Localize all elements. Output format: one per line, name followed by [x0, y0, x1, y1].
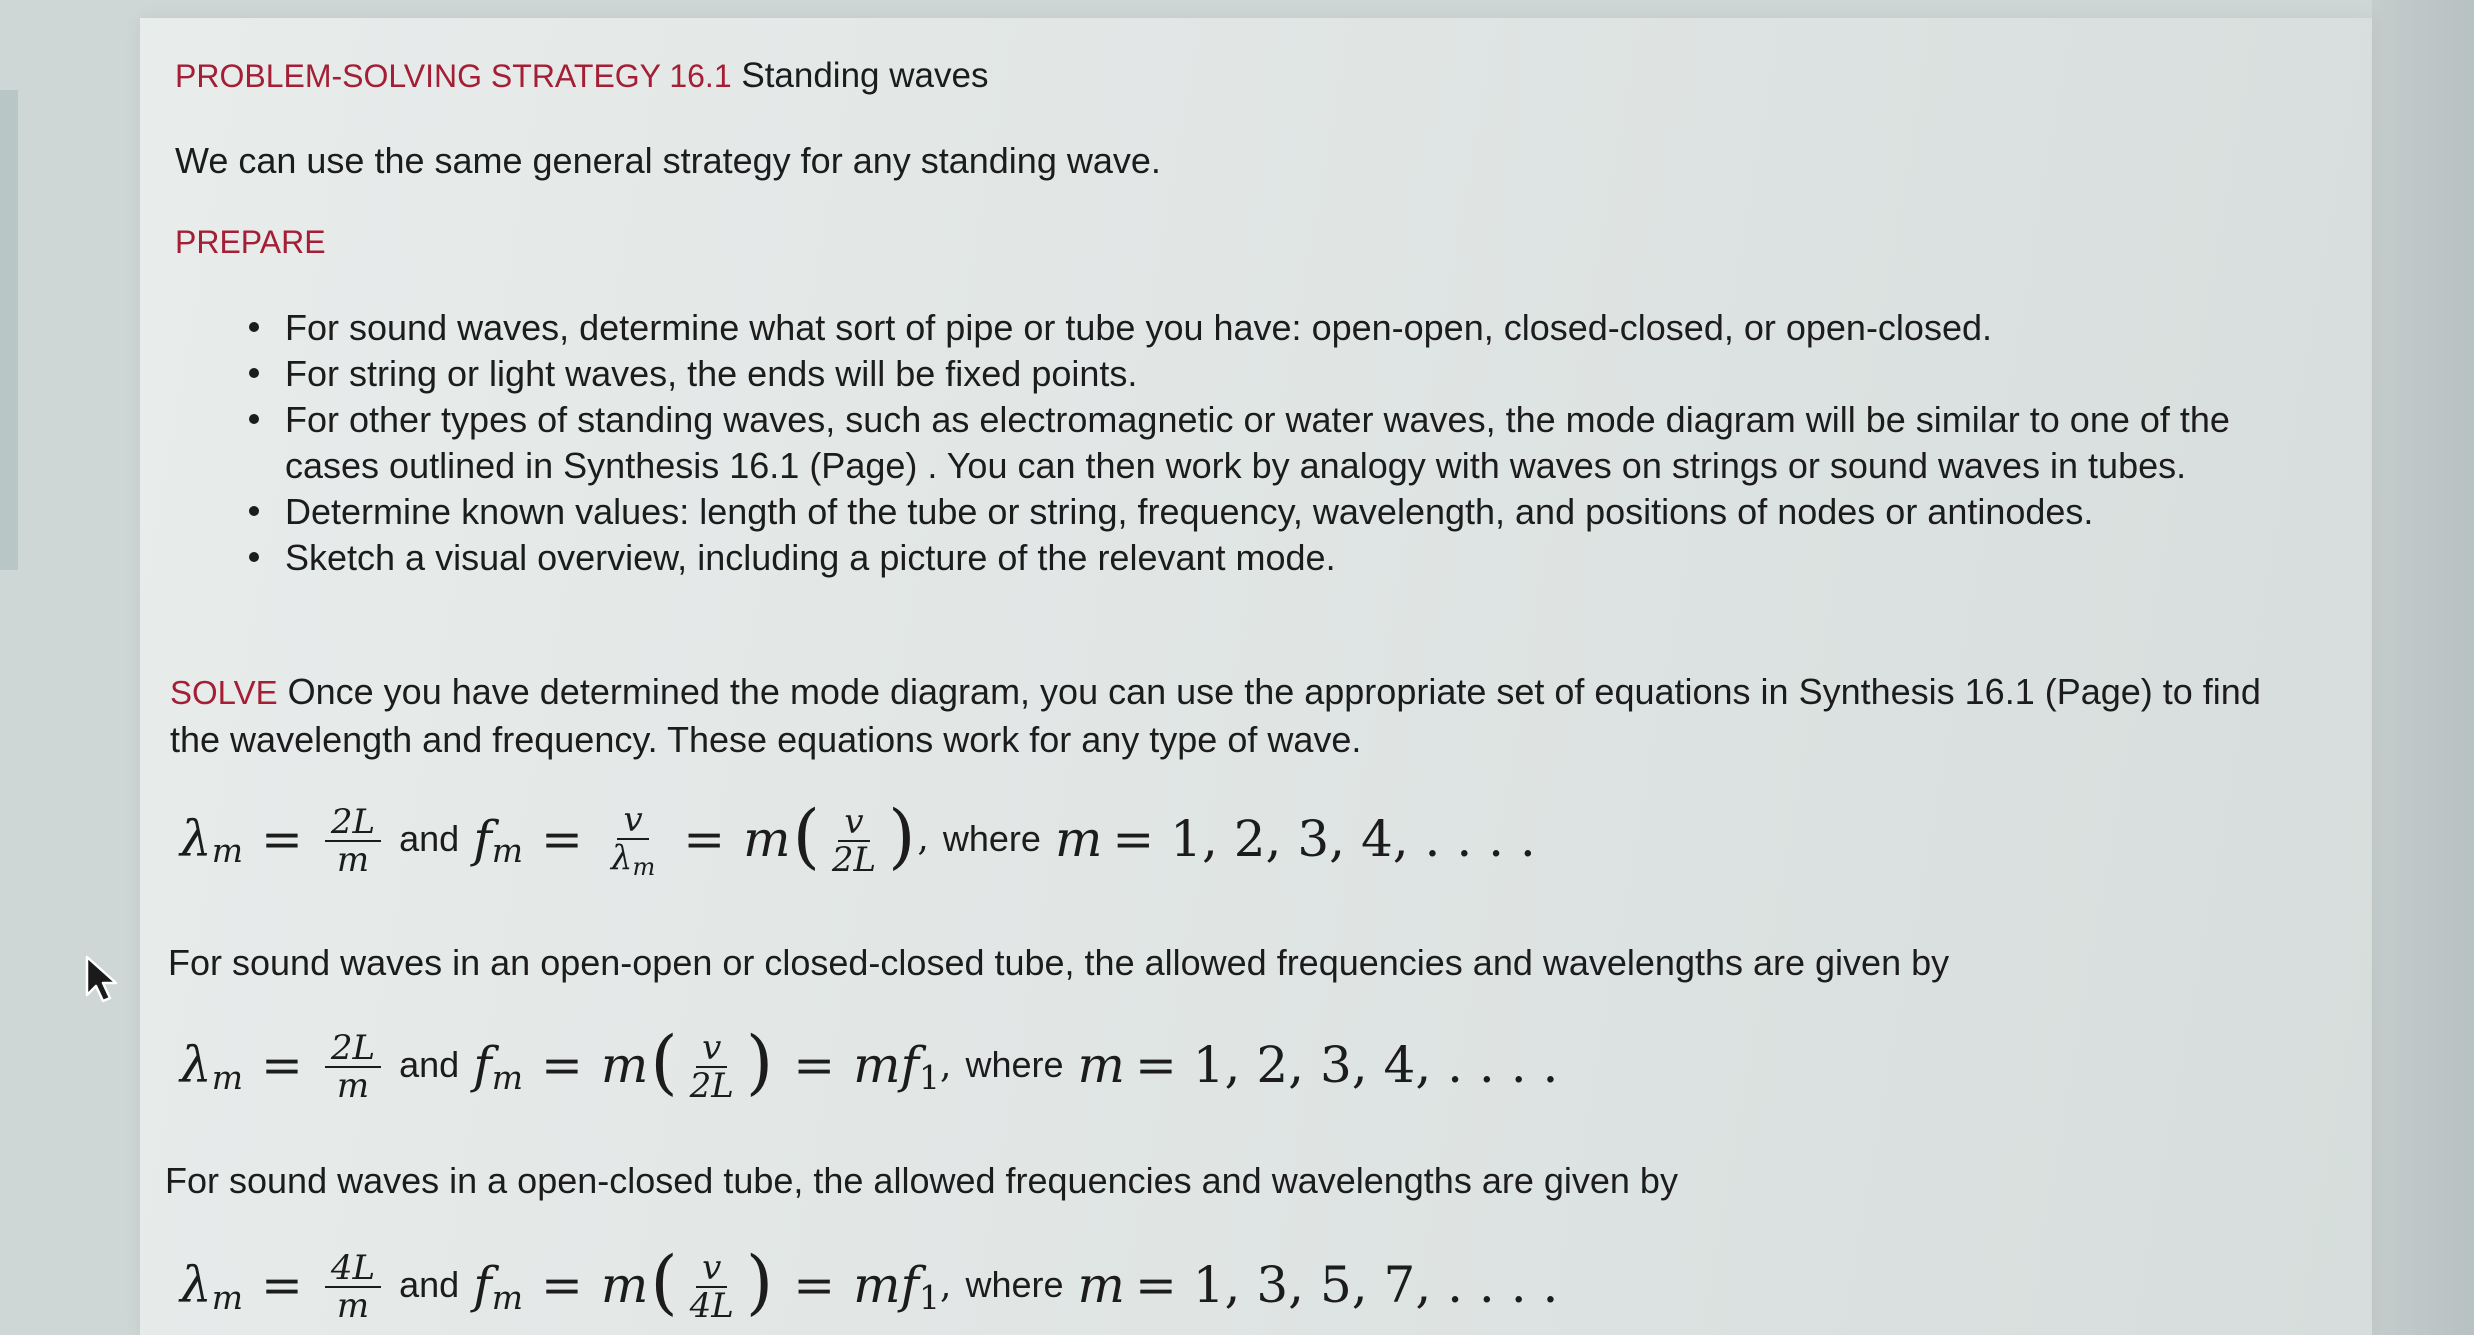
bullet-icon [249, 414, 259, 424]
right-edge [2372, 0, 2474, 1335]
list-item-text: For string or light waves, the ends will be fixed points. [285, 353, 1138, 394]
open-closed-paragraph: For sound waves in a open-closed tube, the allowed frequencies and wavelengths are given by [165, 1160, 1678, 1201]
fraction: $\frac{v}{\lambda m}$ [610, 800, 656, 881]
solve-text: Once you have determined the mode diagram, you can use the appropriate set of equations in Synthesis 16.1 (Page) to find the wavelength and frequency. These equations work for any type of wave. [170, 671, 2261, 760]
bullet-icon [249, 506, 259, 516]
solve-section [170, 668, 2320, 763]
open-open-paragraph: For sound waves in an open-open or closed-closed tube, the allowed frequencies and wavelengths are given by [168, 942, 1950, 983]
list-item-text: Sketch a visual overview, including a picture of the relevant mode. [285, 537, 1336, 578]
bullet-icon [249, 368, 259, 378]
fraction: $\frac{2L}{m}$ [325, 1030, 381, 1104]
intro-text: We can use the same general strategy for any standing wave. [175, 140, 1161, 181]
equation-general: λ m = $\frac{2L}{m}$ and f m = $\frac{v}{\lambda m}$ = m ( $\frac{v}{2L}$ ) , where m = 1, 2, 3, 4, . . . . [180, 794, 1536, 881]
equation-open-closed: λ m = $\frac{4L}{m}$ and f m = m ( $\frac{v}{4L}$ ) = mf 1 , where m = 1, 3, 5, 7, . . . . [180, 1241, 1559, 1326]
prepare-label: PREPARE [175, 224, 326, 260]
bullet-icon [249, 322, 259, 332]
list-item [245, 305, 2245, 351]
list-item [245, 535, 2245, 581]
strategy-title: Standing waves [741, 56, 989, 95]
list-item [245, 351, 2245, 397]
bullet-icon [249, 552, 259, 562]
mouse-cursor-icon [84, 955, 120, 1003]
fraction: $\frac{v}{4L}$ [689, 1248, 734, 1326]
list-item-text: Determine known values: length of the tube or string, frequency, wavelength, and positions of nodes or antinodes. [285, 491, 2094, 532]
list-item [245, 397, 2245, 489]
fraction: $\frac{v}{2L}$ [831, 801, 877, 880]
left-strip [0, 90, 18, 570]
solve-label: SOLVE [170, 674, 278, 711]
equation-open-open: λ m = $\frac{2L}{m}$ and f m = m ( $\frac{v}{2L}$ ) = mf 1 , where m = 1, 2, 3, 4, . . . . [180, 1021, 1559, 1106]
list-item [245, 489, 2245, 535]
list-item-text: For other types of standing waves, such as electromagnetic or water waves, the mode diagram will be similar to one of the cases outlined in Synthesis 16.1 (Page) . You can then work by analogy with waves on strings or sound waves in tubes. [285, 399, 2230, 486]
strategy-label: PROBLEM-SOLVING STRATEGY 16.1 [175, 58, 732, 94]
fraction: $\frac{v}{2L}$ [689, 1028, 734, 1106]
fraction: $\frac{4L}{m}$ [325, 1250, 381, 1324]
list-item-text: For sound waves, determine what sort of pipe or tube you have: open-open, closed-closed, or open-closed. [285, 307, 1992, 348]
prepare-list [245, 305, 2245, 581]
strategy-header [175, 56, 988, 96]
fraction: $\frac{2L}{m}$ [325, 804, 381, 878]
